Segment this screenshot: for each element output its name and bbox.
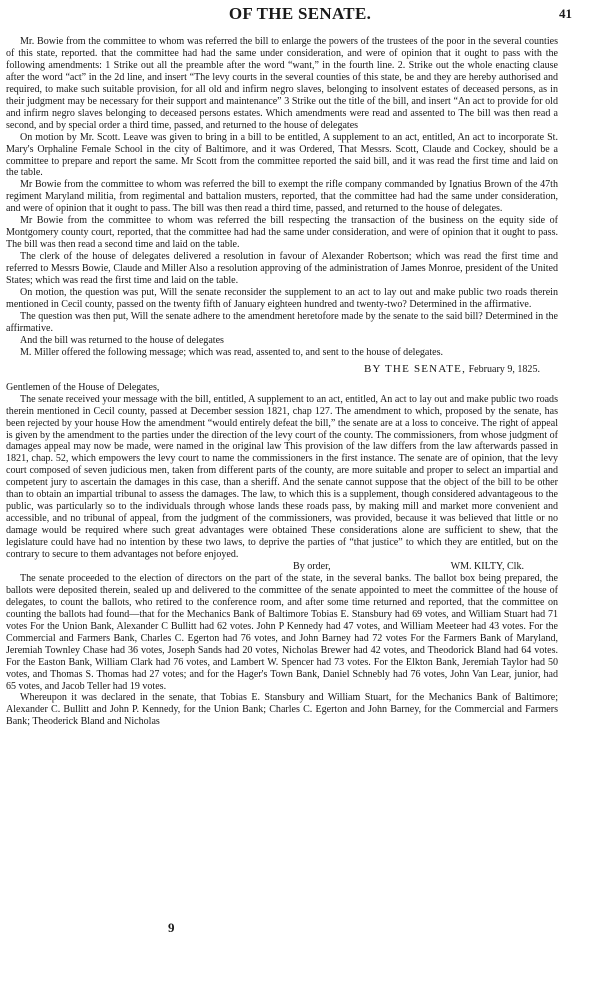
dateline-date: February 9, 1825. [468, 363, 540, 375]
paragraph-miller-message: M. Miller offered the following message; which was read, assented to, and sent to the house of delegates. [20, 346, 444, 358]
paragraph-robertson-resolution: The clerk of the house of delegates delivered a resolution in favour of Alexander Robertson; which was read the first time and referred to Messrs Bowie, Claude and Miller Also a resolution approving of the administration of James Monroe, president of the United States; which was read the first time and laid on the table. [6, 251, 558, 287]
paragraph-reconsider-motion: On motion, the question was put, Will the senate reconsider the supplement to an act to lay out and make public two roads therein mentioned in Cecil county, passed on the twenty fifth of January eighteen hundred and twenty-two? Determined in the affirmative. [6, 287, 558, 310]
page-number: 41 [559, 6, 572, 21]
dateline-caps: BY THE SENATE, [363, 362, 467, 375]
paragraph-directors-declared: Whereupon it was declared in the senate, that Tobias E. Stansbury and William Stuart, for the Mechanics Bank of Baltimore; Alexander C. Bullitt and John P. Kennedy, for the Union Bank; Charles C. Egerton and John Barney, for the Commercial and Farmers Bank; Theoderick Bland and Nicholas [6, 692, 558, 728]
document-body [6, 36, 558, 728]
signer-name: WM. KILTY, Clk. [450, 560, 524, 572]
message-signature [6, 561, 558, 573]
page-header [0, 4, 600, 26]
page-title: OF THE SENATE. [228, 4, 372, 23]
message-dateline [6, 364, 558, 376]
message-body: The senate received your message with the bill, entitled, A supplement to an act, entitled, An act to lay out and make public two roads therein mentioned in Cecil county, passed at December session 1821, chap 127. The amendment to which, proposed by the senate, has been rejected by your house How the amendment “would entirely defeat the bill,” the senate are at a loss to conceive. The right of appeal is given by the amendment to the parties under the direction of the levy court of the county. The commissioners, from whose judgment of damages appeal may now be made, were named in the original law This provision of the law differs from the law afterwards passed in 1821, chap. 52, which empowers the levy court to name the commissioners in the first instance. The senate are of opinion, that the levy court composed of seven judicious men, taken from different parts of the county, are more suitable and proper to select an impartial and competent jury to ascertain the damages in this case, than a sheriff. And the senate cannot suppose that the object of the bill to be other than to obtain an impartial tribunal to assess the damages. The law, to which this is a supplement, though considered advantageous to the public, was particularly so to the individuals through whose lands these roads pass, by making mill and market more convenient and accessible, and no tribunal of appeal, from the judgment of the commissioners, was provided, because it was believed that little or no damage would be required where such great advantages were obtained These considerations alone are sufficient to shew, that the legislature could have had no intention by these two laws, to deprive the parties of “that justice” to which they are entitled, but on the contrary to secure to them advantages not before enjoyed. [6, 393, 558, 561]
by-order: By order, [293, 560, 331, 572]
signature-mark: 9 [168, 920, 175, 935]
paragraph-bill-returned: And the bill was returned to the house of delegates [20, 334, 224, 346]
paragraph-rifle-company: Mr Bowie from the committee to whom was referred the bill to exempt the rifle company commanded by Ignatius Brown of the 47th regiment Maryland militia, from regimental and battalion musters, reported, that the committee had had the same under consideration, and were of opinion that it ought to pass. The bill was then read a third time, passed, and returned to the house of delegates. [6, 179, 558, 215]
paragraph-trustees-of-poor: Mr. Bowie from the committee to whom was referred the bill to enlarge the powers of the trustees of the poor in the several counties of this state, reported. that the committee had had the same under consideration, and were of opinion that it ought to pass with the following amendments: 1 Strike out all the preamble after the word “want,” in the fourth line. 2. Strike out the whole enacting clause after the word “act” in the 2d line, and insert “The levy courts in the several counties of this state, be and they are hereby authorised and required, to make such suitable provision, for all old and infirm negro slaves, belonging to insolvent estates of deceased persons, as in their judgment may be necessary for their support and maintenance” 3 Strike out the title of the bill, and insert “An act to provide for old and infirm negro slaves belonging to deceased persons estates. Which amendments were read and assented to The bill was then read a second, and by special order a third time, passed, and returned to the house of delegates [6, 36, 558, 131]
paragraph-bank-election: The senate proceeded to the election of directors on the part of the state, in the several banks. The ballot box being prepared, the ballots were deposited therein, sealed up and delivered to the committee of the senate appointed to meet the committee of the house of delegates, to count the ballots, who retired to the conference room, and after some time returned and reported, that the committee on counting the ballots had found—that for the Mechanics Bank of Baltimore Tobias E. Stansbury had 69 votes, and William Stuart had 71 votes For the Union Bank, Alexander C Bullitt had 62 votes. John P Kennedy had 47 votes, and William Meeteer had 43 votes. For the Commercial and Farmers Bank, Charles C. Egerton had 76 votes, and John Barney had 72 votes For the Farmers Bank of Maryland, Jeremiah Townley Chase had 36 votes, Joseph Sands had 20 votes, Nicholas Brewer had 42 votes, and Theodorick Bland had 64 votes. For the Easton Bank, William Clark had 76 votes, and Lambert W. Spencer had 73 votes. For the Elkton Bank, Jeremiah Taylor had 50 votes, and Thomas S. Thomas had 27 votes; and for the Hager's Town Bank, Daniel Schnebly had 76 votes, John Van Lear, junior, had 65 votes, and Jacob Teller had 19 votes. [6, 572, 558, 692]
paragraph-montgomery-court: Mr Bowie from the committee to whom was referred the bill respecting the transaction of the business on the equity side of Montgomery county court, reported, that the committee had had the same under consideration, and were of opinion that it ought to pass. The bill was then read a second time and laid on the table. [6, 215, 558, 251]
paragraph-adhere-question: The question was then put, Will the senate adhere to the amendment heretofore made by the senate to the said bill? Determined in the affirmative. [6, 310, 558, 334]
message-salutation: Gentlemen of the House of Delegates, [6, 381, 160, 393]
paragraph-orphaline-school: On motion by Mr. Scott. Leave was given to bring in a bill to be entitled, A supplement to an act, entitled, An act to incorporate St. Mary's Orphaline Female School in the city of Baltimore, and it was Ordered, That Messrs. Scott, Claude and Cockey, should be a committee to prepare and report the same. Mr Scott from the committee reported the said bill, and it was read the first time and laid on the table. [6, 131, 558, 179]
